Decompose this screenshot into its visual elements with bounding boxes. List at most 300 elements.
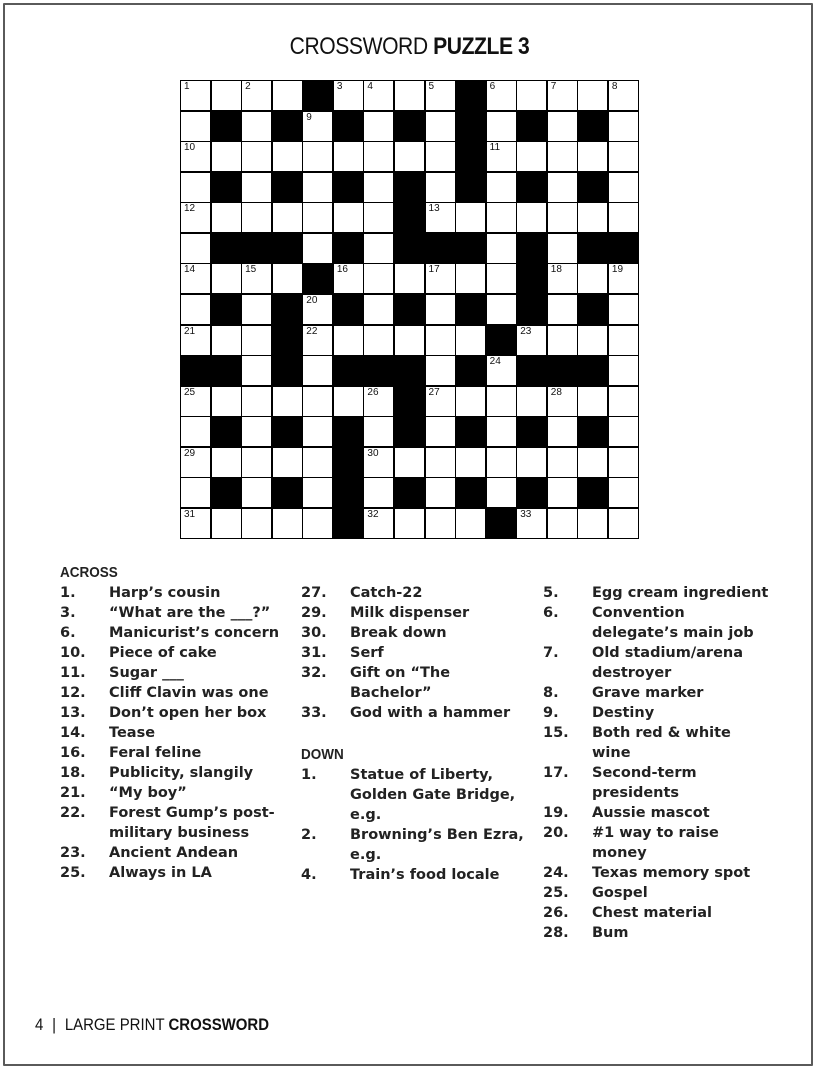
grid-cell[interactable] <box>242 478 271 507</box>
grid-cell[interactable] <box>426 112 455 141</box>
grid-cell[interactable] <box>609 326 638 355</box>
grid-cell[interactable] <box>456 326 485 355</box>
grid-cell-black <box>395 173 424 202</box>
grid-cell[interactable] <box>517 387 546 416</box>
grid-cell[interactable] <box>456 448 485 477</box>
footer-light: LARGE PRINT <box>64 1015 169 1034</box>
grid-cell[interactable] <box>273 387 302 416</box>
clue-text: Statue of Liberty, Golden Gate Bridge, e.g. <box>350 767 516 823</box>
clue-item <box>543 903 773 923</box>
crossword-grid <box>180 80 639 539</box>
cell-number: 26 <box>367 386 379 398</box>
clue-item <box>301 865 526 885</box>
grid-cell[interactable] <box>395 326 424 355</box>
clue-number: 3. <box>60 605 76 621</box>
grid-cell[interactable] <box>426 387 455 416</box>
grid-cell[interactable] <box>334 203 363 232</box>
cell-number: 3 <box>336 81 343 92</box>
grid-cell[interactable] <box>303 387 332 416</box>
grid-cell[interactable] <box>242 81 271 110</box>
grid-cell[interactable] <box>395 448 424 477</box>
grid-cell[interactable] <box>181 203 210 232</box>
grid-cell[interactable] <box>609 356 638 385</box>
grid-cell[interactable] <box>548 326 577 355</box>
grid-cell[interactable] <box>364 234 393 263</box>
clue-item <box>60 863 280 883</box>
grid-cell-black <box>456 417 485 446</box>
grid-cell[interactable] <box>212 203 241 232</box>
grid-cell-black <box>517 173 546 202</box>
clue-number: 4. <box>301 867 317 883</box>
clue-number: 30. <box>301 625 327 641</box>
grid-cell[interactable] <box>181 264 210 293</box>
grid-cell[interactable] <box>364 173 393 202</box>
grid-cell[interactable] <box>395 509 424 538</box>
grid-cell-black <box>395 478 424 507</box>
cell-number: 21 <box>184 325 196 337</box>
grid-cell[interactable] <box>609 142 638 171</box>
grid-cell[interactable] <box>242 387 271 416</box>
clue-text: Gospel <box>592 885 648 901</box>
grid-cell[interactable] <box>487 142 516 171</box>
grid-cell[interactable] <box>212 509 241 538</box>
clue-text: Convention delegate’s main job <box>592 605 754 641</box>
grid-cell[interactable] <box>578 326 607 355</box>
grid-cell-black <box>273 295 302 324</box>
grid-cell[interactable] <box>303 478 332 507</box>
clue-text: Chest material <box>592 905 712 921</box>
clue-item <box>543 883 773 903</box>
grid-cell-black <box>578 173 607 202</box>
grid-cell[interactable] <box>487 417 516 446</box>
clue-item <box>60 623 280 643</box>
grid-cell[interactable] <box>303 356 332 385</box>
grid-cell[interactable] <box>578 448 607 477</box>
cell-number: 19 <box>611 264 624 276</box>
grid-cell[interactable] <box>242 295 271 324</box>
grid-cell[interactable] <box>242 356 271 385</box>
clue-text: Break down <box>350 625 447 641</box>
clue-item <box>60 703 280 723</box>
clue-number: 22. <box>60 805 86 821</box>
grid-cell-black <box>212 356 241 385</box>
grid-cell[interactable] <box>609 478 638 507</box>
grid-cell[interactable] <box>426 173 455 202</box>
grid-cell[interactable] <box>212 264 241 293</box>
grid-cell[interactable] <box>242 203 271 232</box>
grid-cell[interactable] <box>426 448 455 477</box>
grid-cell-black <box>334 295 363 324</box>
cell-number: 20 <box>306 294 318 306</box>
cell-number: 23 <box>520 325 532 337</box>
clue-number: 28. <box>543 925 569 941</box>
grid-cell[interactable] <box>609 81 638 110</box>
clue-number: 24. <box>543 865 569 881</box>
grid-cell[interactable] <box>303 173 332 202</box>
clue-item <box>60 763 280 783</box>
clue-item <box>60 783 280 803</box>
grid-cell[interactable] <box>487 264 516 293</box>
grid-cell[interactable] <box>181 142 210 171</box>
grid-cell[interactable] <box>609 264 638 293</box>
grid-cell-black <box>273 173 302 202</box>
grid-cell[interactable] <box>487 387 516 416</box>
grid-cell-black <box>456 81 485 110</box>
clue-text: Serf <box>350 645 384 661</box>
grid-cell-black <box>578 417 607 446</box>
clue-item <box>60 723 280 743</box>
clue-item <box>301 765 526 825</box>
grid-cell[interactable] <box>364 81 393 110</box>
clue-text: Ancient Andean <box>109 845 239 861</box>
cell-number: 15 <box>245 264 257 276</box>
clue-number: 21. <box>60 785 86 801</box>
clue-item <box>301 703 526 723</box>
grid-cell[interactable] <box>548 478 577 507</box>
grid-cell[interactable] <box>334 387 363 416</box>
grid-cell[interactable] <box>426 478 455 507</box>
grid-cell[interactable] <box>242 509 271 538</box>
grid-cell-black <box>517 417 546 446</box>
grid-cell[interactable] <box>273 203 302 232</box>
grid-cell[interactable] <box>456 509 485 538</box>
grid-cell[interactable] <box>242 326 271 355</box>
grid-cell[interactable] <box>578 142 607 171</box>
grid-cell[interactable] <box>426 142 455 171</box>
grid-cell-black <box>487 509 516 538</box>
grid-cell[interactable] <box>395 264 424 293</box>
grid-cell-black <box>181 356 210 385</box>
clue-text: #1 way to raise money <box>592 825 719 861</box>
grid-cell[interactable] <box>548 203 577 232</box>
clue-number: 9. <box>543 705 559 721</box>
grid-cell[interactable] <box>334 326 363 355</box>
grid-cell-black <box>395 203 424 232</box>
grid-cell[interactable] <box>303 142 332 171</box>
grid-cell[interactable] <box>487 234 516 263</box>
grid-cell-black <box>456 478 485 507</box>
page-number: 4 <box>35 1015 44 1034</box>
grid-cell-black <box>395 387 424 416</box>
grid-cell[interactable] <box>517 326 546 355</box>
grid-cell[interactable] <box>303 509 332 538</box>
grid-cell[interactable] <box>181 295 210 324</box>
grid-cell[interactable] <box>364 417 393 446</box>
grid-cell[interactable] <box>578 81 607 110</box>
grid-cell-black <box>578 478 607 507</box>
clue-item <box>543 763 773 803</box>
grid-cell[interactable] <box>456 203 485 232</box>
clue-number: 17. <box>543 765 569 781</box>
page-footer <box>35 1015 269 1035</box>
cell-number: 13 <box>428 203 440 215</box>
clue-number: 25. <box>543 885 569 901</box>
grid-cell-black <box>395 295 424 324</box>
grid-cell[interactable] <box>181 417 210 446</box>
title-light: CROSSWORD <box>289 33 434 60</box>
grid-cell[interactable] <box>303 234 332 263</box>
clue-text: Manicurist’s concern <box>109 625 280 641</box>
grid-cell[interactable] <box>426 509 455 538</box>
grid-cell-black <box>212 173 241 202</box>
clue-number: 1. <box>301 767 317 783</box>
cell-number: 4 <box>367 81 373 92</box>
grid-cell[interactable] <box>548 417 577 446</box>
clue-item <box>60 643 280 663</box>
grid-cell-black <box>487 326 516 355</box>
grid-cell[interactable] <box>487 81 516 110</box>
cell-number: 2 <box>245 81 251 92</box>
clue-number: 33. <box>301 705 327 721</box>
grid-cell-black <box>242 234 271 263</box>
grid-cell[interactable] <box>487 203 516 232</box>
grid-cell[interactable] <box>548 142 577 171</box>
grid-cell[interactable] <box>364 387 393 416</box>
grid-cell-black <box>303 264 332 293</box>
clue-item <box>60 843 280 863</box>
grid-cell[interactable] <box>517 81 546 110</box>
grid-cell-black <box>334 356 363 385</box>
clue-number: 31. <box>301 645 327 661</box>
clue-number: 10. <box>60 645 86 661</box>
grid-cell[interactable] <box>364 142 393 171</box>
grid-cell[interactable] <box>181 448 210 477</box>
footer-bold: CROSSWORD <box>168 1015 270 1034</box>
grid-cell[interactable] <box>609 417 638 446</box>
grid-cell-black <box>517 356 546 385</box>
grid-cell-black <box>273 478 302 507</box>
clue-text: Browning’s Ben Ezra, e.g. <box>350 827 524 863</box>
cell-number: 11 <box>489 142 501 154</box>
cell-number: 33 <box>520 508 532 520</box>
grid-cell[interactable] <box>212 387 241 416</box>
clue-number: 20. <box>543 825 569 841</box>
clue-item <box>543 603 773 643</box>
down-heading: DOWN <box>301 746 344 763</box>
down-column-2 <box>543 583 773 943</box>
grid-cell[interactable] <box>578 509 607 538</box>
clue-column-2 <box>301 583 526 885</box>
cell-number: 17 <box>428 264 440 276</box>
grid-cell[interactable] <box>487 173 516 202</box>
clue-text: Egg cream ingredient <box>592 585 769 601</box>
grid-cell[interactable] <box>609 112 638 141</box>
grid-cell[interactable] <box>426 81 455 110</box>
grid-cell[interactable] <box>212 448 241 477</box>
grid-cell[interactable] <box>334 264 363 293</box>
grid-cell[interactable] <box>426 264 455 293</box>
grid-cell[interactable] <box>364 203 393 232</box>
grid-cell[interactable] <box>426 203 455 232</box>
grid-cell[interactable] <box>609 173 638 202</box>
grid-cell-black <box>426 234 455 263</box>
grid-cell-black <box>578 295 607 324</box>
title-bold: PUZZLE 3 <box>433 33 530 60</box>
grid-cell-black <box>395 356 424 385</box>
grid-cell[interactable] <box>303 203 332 232</box>
grid-cell[interactable] <box>548 234 577 263</box>
grid-cell[interactable] <box>548 295 577 324</box>
grid-cell[interactable] <box>334 81 363 110</box>
grid-cell[interactable] <box>364 112 393 141</box>
grid-cell[interactable] <box>181 326 210 355</box>
clue-number: 8. <box>543 685 559 701</box>
grid-cell[interactable] <box>303 326 332 355</box>
clue-text: Always in LA <box>109 865 212 881</box>
grid-cell[interactable] <box>242 417 271 446</box>
clue-number: 27. <box>301 585 327 601</box>
clue-item <box>543 643 773 683</box>
grid-cell[interactable] <box>364 264 393 293</box>
grid-cell-black <box>303 81 332 110</box>
grid-cell[interactable] <box>548 81 577 110</box>
grid-cell[interactable] <box>456 387 485 416</box>
grid-cell[interactable] <box>242 264 271 293</box>
clue-number: 11. <box>60 665 86 681</box>
grid-cell[interactable] <box>181 509 210 538</box>
grid-cell[interactable] <box>303 112 332 141</box>
grid-cell[interactable] <box>578 264 607 293</box>
grid-cell[interactable] <box>609 448 638 477</box>
grid-cell-black <box>212 295 241 324</box>
grid-cell[interactable] <box>273 448 302 477</box>
grid-cell-black <box>395 417 424 446</box>
clue-number: 16. <box>60 745 86 761</box>
cell-number: 14 <box>184 264 196 276</box>
grid-cell-black <box>212 478 241 507</box>
grid-cell[interactable] <box>273 142 302 171</box>
grid-cell[interactable] <box>395 81 424 110</box>
grid-cell-black <box>212 417 241 446</box>
grid-cell[interactable] <box>364 448 393 477</box>
grid-cell-black <box>334 173 363 202</box>
grid-cell-black <box>517 112 546 141</box>
grid-cell[interactable] <box>487 356 516 385</box>
grid-cell[interactable] <box>181 387 210 416</box>
grid-cell[interactable] <box>548 264 577 293</box>
grid-cell-black <box>456 112 485 141</box>
grid-cell[interactable] <box>273 509 302 538</box>
grid-cell[interactable] <box>548 112 577 141</box>
grid-cell-black <box>212 112 241 141</box>
grid-cell[interactable] <box>364 509 393 538</box>
grid-cell[interactable] <box>181 112 210 141</box>
clue-number: 23. <box>60 845 86 861</box>
clue-item <box>60 683 280 703</box>
cell-number: 18 <box>550 264 562 276</box>
grid-cell[interactable] <box>426 295 455 324</box>
clue-text: God with a hammer <box>350 705 511 721</box>
clue-item <box>60 583 280 603</box>
grid-cell[interactable] <box>548 509 577 538</box>
clue-number: 6. <box>543 605 559 621</box>
grid-cell[interactable] <box>212 142 241 171</box>
grid-cell[interactable] <box>426 417 455 446</box>
clue-text: Forest Gump’s post-military business <box>109 805 275 841</box>
clue-text: Gift on “The Bachelor” <box>350 665 451 701</box>
grid-cell[interactable] <box>242 173 271 202</box>
grid-cell[interactable] <box>212 326 241 355</box>
grid-cell[interactable] <box>487 112 516 141</box>
grid-cell[interactable] <box>303 295 332 324</box>
clue-text: Harp’s cousin <box>109 585 221 601</box>
clue-text: Both red & white wine <box>592 725 731 761</box>
grid-cell[interactable] <box>548 387 577 416</box>
grid-cell-black <box>456 173 485 202</box>
grid-cell[interactable] <box>487 295 516 324</box>
grid-cell[interactable] <box>364 478 393 507</box>
across-heading: ACROSS <box>60 564 118 581</box>
grid-cell[interactable] <box>242 112 271 141</box>
clue-item <box>543 803 773 823</box>
grid-cell-black <box>578 234 607 263</box>
grid-cell[interactable] <box>609 387 638 416</box>
cell-number: 27 <box>428 386 440 398</box>
grid-cell[interactable] <box>548 448 577 477</box>
grid-cell[interactable] <box>609 509 638 538</box>
grid-cell[interactable] <box>609 295 638 324</box>
grid-cell-black <box>578 356 607 385</box>
grid-cell-black <box>334 112 363 141</box>
grid-cell[interactable] <box>242 142 271 171</box>
cell-number: 8 <box>611 81 618 92</box>
grid-cell[interactable] <box>242 448 271 477</box>
grid-cell[interactable] <box>487 478 516 507</box>
grid-cell[interactable] <box>181 173 210 202</box>
grid-cell[interactable] <box>426 356 455 385</box>
grid-cell[interactable] <box>212 81 241 110</box>
cell-number: 9 <box>306 111 312 123</box>
grid-cell[interactable] <box>578 387 607 416</box>
grid-cell[interactable] <box>181 234 210 263</box>
cell-number: 31 <box>184 508 196 520</box>
clue-text: Old stadium/arena destroyer <box>592 645 744 681</box>
grid-cell[interactable] <box>426 326 455 355</box>
grid-cell[interactable] <box>517 509 546 538</box>
clue-number: 5. <box>543 585 559 601</box>
grid-cell[interactable] <box>334 142 363 171</box>
grid-cell[interactable] <box>517 448 546 477</box>
grid-cell-black <box>273 356 302 385</box>
cell-number: 10 <box>184 142 196 154</box>
grid-cell[interactable] <box>273 264 302 293</box>
clue-text: Feral feline <box>109 745 202 761</box>
cell-number: 22 <box>306 325 318 337</box>
grid-cell[interactable] <box>487 448 516 477</box>
grid-cell[interactable] <box>273 81 302 110</box>
grid-cell[interactable] <box>517 142 546 171</box>
grid-cell[interactable] <box>181 478 210 507</box>
grid-cell[interactable] <box>364 326 393 355</box>
grid-cell-black <box>609 234 638 263</box>
grid-cell[interactable] <box>181 81 210 110</box>
grid-cell-black <box>517 234 546 263</box>
grid-cell[interactable] <box>364 295 393 324</box>
grid-cell[interactable] <box>517 203 546 232</box>
grid-cell[interactable] <box>395 142 424 171</box>
grid-cell[interactable] <box>303 417 332 446</box>
cell-number: 7 <box>550 81 557 92</box>
cell-number: 5 <box>428 81 435 92</box>
grid-cell[interactable] <box>456 264 485 293</box>
grid-cell[interactable] <box>609 203 638 232</box>
grid-cell-black <box>517 478 546 507</box>
grid-cell[interactable] <box>548 173 577 202</box>
cell-number: 32 <box>367 508 379 520</box>
grid-cell[interactable] <box>578 203 607 232</box>
grid-cell-black <box>273 112 302 141</box>
grid-cell[interactable] <box>303 448 332 477</box>
